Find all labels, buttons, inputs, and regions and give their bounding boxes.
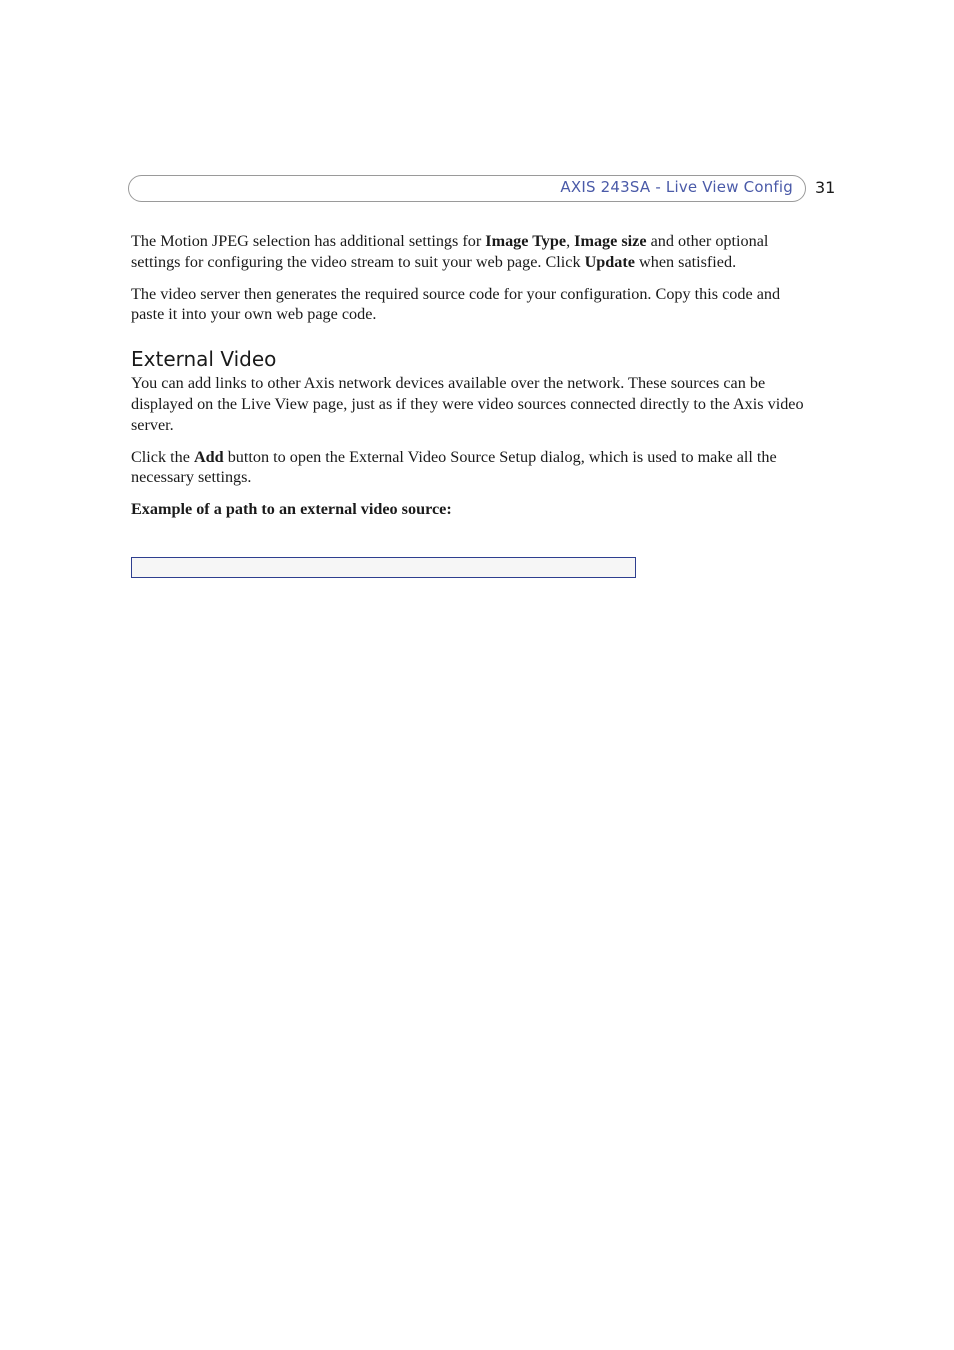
external-video-paragraph-2 (131, 447, 811, 489)
intro-paragraph-2: The video server then generates the required source code for your configuration. Copy this code and paste it into your own web page code. (131, 284, 781, 324)
image-type-term: Image Type (485, 232, 567, 250)
add-term: Add (193, 447, 224, 466)
intro-paragraph-1 (131, 231, 811, 273)
page-content (131, 231, 811, 531)
intro-p1-text-b: and other optional settings for configuring the video stream to suit your web page. Click (131, 232, 769, 271)
intro-p1-sep: , (566, 232, 575, 250)
image-size-term: Image size (574, 232, 647, 250)
intro-p1-text-c: when satisfied. (634, 252, 737, 271)
header-title: AXIS 243SA - Live View Config (560, 178, 793, 196)
update-term: Update (584, 252, 635, 271)
ext-p2-text-b: button to open the External Video Source Setup dialog, which is used to make all the necessary settings. (131, 447, 777, 487)
ext-p2-text-a: Click the (131, 447, 194, 466)
section-heading-external-video: External Video (131, 347, 277, 372)
external-video-paragraph-1: You can add links to other Axis network devices available over the network. These sources can be displayed on the Live View page, just as if they were video sources connected directly to the Axis video server. (131, 374, 804, 434)
example-label: Example of a path to an external video source: (131, 500, 452, 519)
page-number: 31 (815, 178, 836, 197)
intro-p1-text-a: The Motion JPEG selection has additional settings for (131, 232, 486, 250)
example-path-box (131, 557, 636, 578)
header-bar (128, 175, 806, 202)
